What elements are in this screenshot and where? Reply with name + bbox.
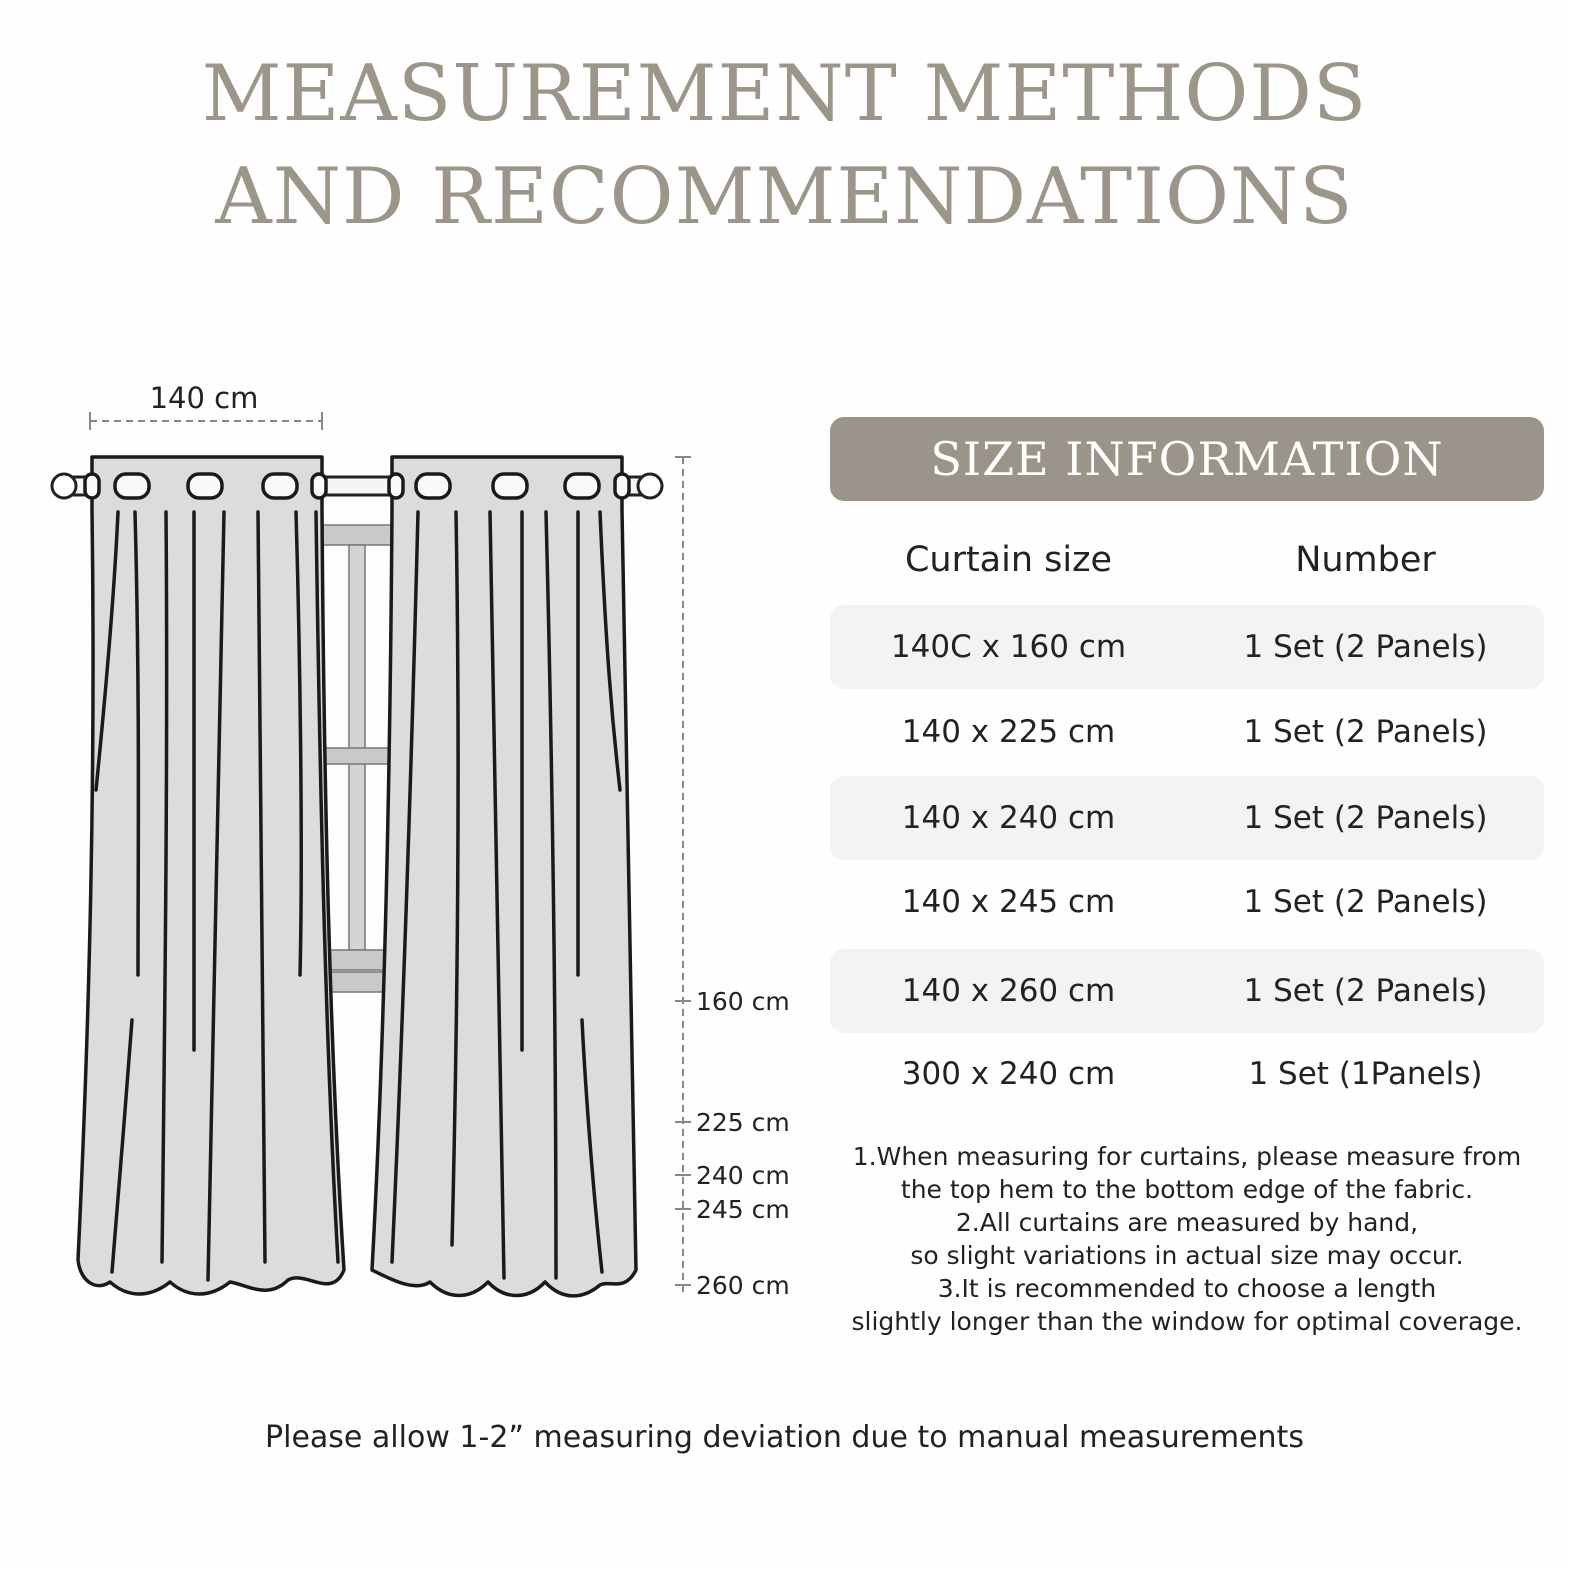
table-row <box>830 1032 1544 1116</box>
row-size: 140 x 260 cm <box>901 973 1116 1009</box>
size-table-header <box>830 530 1544 590</box>
measurement-notes <box>830 1140 1544 1338</box>
length-label: 160 cm <box>696 987 790 1016</box>
length-label: 245 cm <box>696 1195 790 1224</box>
width-label: 140 cm <box>149 381 259 415</box>
table-row <box>830 690 1544 774</box>
note-line: 3.It is recommended to choose a length <box>937 1274 1437 1303</box>
note-line: the top hem to the bottom edge of the fabric. <box>900 1175 1474 1204</box>
row-size: 140 x 225 cm <box>901 714 1116 750</box>
note-line: 1.When measuring for curtains, please measure from <box>852 1142 1522 1171</box>
left-curtain-panel <box>78 457 344 1294</box>
row-number: 1 Set (2 Panels) <box>1243 800 1488 836</box>
width-dimension <box>90 381 322 430</box>
footer-note: Please allow 1-2” measuring deviation due to manual measurements <box>265 1420 1304 1455</box>
row-size: 140C x 160 cm <box>890 629 1127 665</box>
table-row <box>830 949 1544 1033</box>
row-number: 1 Set (2 Panels) <box>1243 714 1488 750</box>
length-dimension <box>675 457 790 1300</box>
row-size: 300 x 240 cm <box>901 1056 1116 1092</box>
note-line: 2.All curtains are measured by hand, <box>955 1208 1419 1237</box>
note-line: so slight variations in actual size may occur. <box>910 1241 1464 1270</box>
table-row <box>830 860 1544 944</box>
row-size: 140 x 245 cm <box>901 884 1116 920</box>
row-number: 1 Set (2 Panels) <box>1243 884 1488 920</box>
column-header-number: Number <box>1295 540 1436 580</box>
column-header-curtain-size: Curtain size <box>904 540 1113 580</box>
page-title-line2: AND RECOMMENDATIONS <box>215 152 1354 242</box>
length-label: 225 cm <box>696 1108 790 1137</box>
table-row <box>830 605 1544 689</box>
row-number: 1 Set (2 Panels) <box>1243 629 1488 665</box>
row-number: 1 Set (2 Panels) <box>1243 973 1488 1009</box>
page-title-line1: MEASUREMENT METHODS <box>201 49 1368 139</box>
row-size: 140 x 240 cm <box>901 800 1116 836</box>
size-information-banner: SIZE INFORMATION <box>830 417 1544 501</box>
curtain-diagram <box>0 360 800 1320</box>
right-curtain-panel <box>372 457 636 1296</box>
table-row <box>830 776 1544 860</box>
note-line: slightly longer than the window for optimal coverage. <box>851 1307 1523 1336</box>
window-frame <box>322 525 392 992</box>
row-number: 1 Set (1Panels) <box>1248 1056 1483 1092</box>
length-label: 260 cm <box>696 1271 790 1300</box>
length-label: 240 cm <box>696 1161 790 1190</box>
